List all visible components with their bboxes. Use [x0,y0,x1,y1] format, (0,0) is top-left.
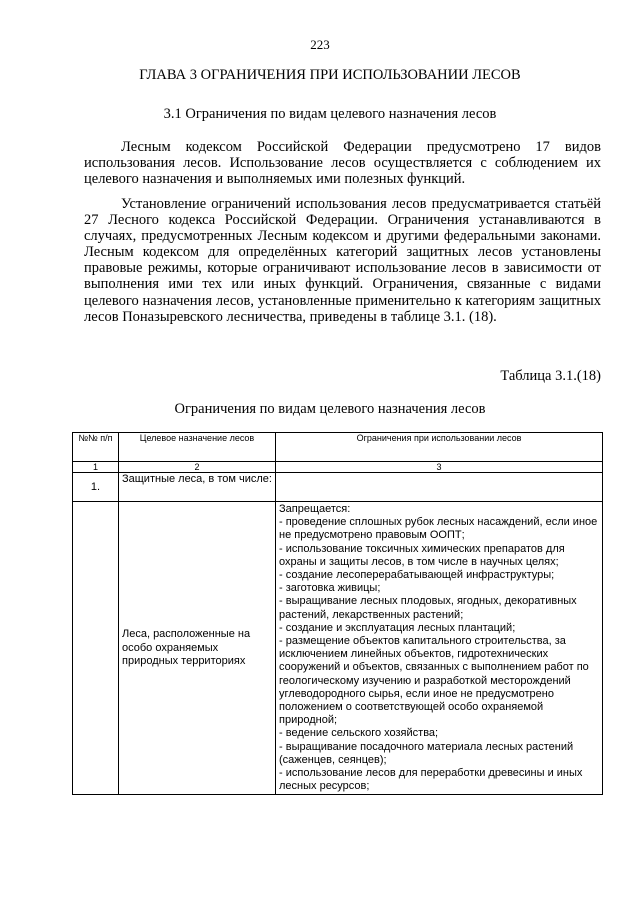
page-number: 223 [310,37,330,52]
section-title: 3.1 Ограничения по видам целевого назначения лесов [163,106,497,122]
column-number: 2 [119,462,276,473]
table-header-row [73,433,603,462]
chapter-title: ГЛАВА 3 ОГРАНИЧЕНИЯ ПРИ ИСПОЛЬЗОВАНИИ ЛЕСОВ [139,67,521,83]
row-number: 1. [73,473,119,502]
column-number: 3 [276,462,603,473]
row-restrictions [276,473,603,502]
restriction-item: - проведение сплошных рубок лесных насаждений, если иное не предусмотрено правовым ООПТ; [279,516,598,542]
table-title: Ограничения по видам целевого назначения лесов [174,401,486,417]
restriction-item: - ведение сельского хозяйства; [279,727,439,740]
row-number [73,502,119,795]
paragraph-text: Лесным кодексом Российской Федерации предусмотрено 17 видов использования лесов. Использование лесов осуществляется с соблюдением их целевого назначения и выполняемых ими полезных функций. [84,139,601,188]
table-row [73,473,603,502]
restrictions-table [72,432,603,795]
row-restrictions [276,502,603,795]
paragraph-1 [84,139,601,187]
restriction-item: - заготовка живицы; [279,582,381,595]
column-number: 1 [73,462,119,473]
header-restrictions: Ограничения при использовании лесов [276,433,603,462]
row-purpose: Защитные леса, в том числе: [119,473,276,502]
table-number: Таблица 3.1.(18) [500,368,601,384]
paragraph-2 [84,196,601,325]
restriction-item: - использование лесов для переработки древесины и иных лесных ресурсов; [279,767,583,793]
restrictions-intro: Запрещается: [279,503,351,515]
paragraph-text: Установление ограничений использования лесов предусматривается статьёй 27 Лесного кодекса Российской Федерации. Ограничения устанавливаются в случаях, предусмотренных Лесным кодексом и другими федеральными законами. Лесным кодексом для определённых категорий защитных лесов установлены правовые режимы, которые ограничивают использование лесов в зависимости от выполнения ими тех или иных функций. Ограничения, связанные с видами целевого назначения лесов, установленные применительно к категориям защитных лесов Поназыревского лесничества, приведены в таблице 3.1. (18). [84,196,601,325]
table-row [73,502,603,795]
restriction-item: - использование токсичных химических препаратов для охраны и защиты лесов, в том числе в научных целях; [279,542,565,568]
restriction-item: - создание и эксплуатация лесных плантаций; [279,621,516,634]
column-number-row [73,462,603,473]
restriction-item: - создание лесоперерабатывающей инфраструктуры; [279,569,555,582]
row-purpose: Леса, расположенные на особо охраняемых природных территориях [119,502,276,795]
restriction-item: - выращивание лесных плодовых, ягодных, декоративных растений, лекарственных растений; [279,595,577,621]
header-number: №№ п/п [73,433,119,462]
restriction-item: - выращивание посадочного материала лесных растений (саженцев, сеянцев); [279,740,574,766]
header-purpose: Целевое назначение лесов [119,433,276,462]
restriction-item: - размещение объектов капитального строительства, за исключением линейных объектов, гидротехнических сооружений и объектов, связанных с выполнением работ по геологическому изучению и разработкой месторождений углеводородного сырья, если иное не предусмотрено положением о соответствующей особо охраняемой природной; [279,635,589,727]
